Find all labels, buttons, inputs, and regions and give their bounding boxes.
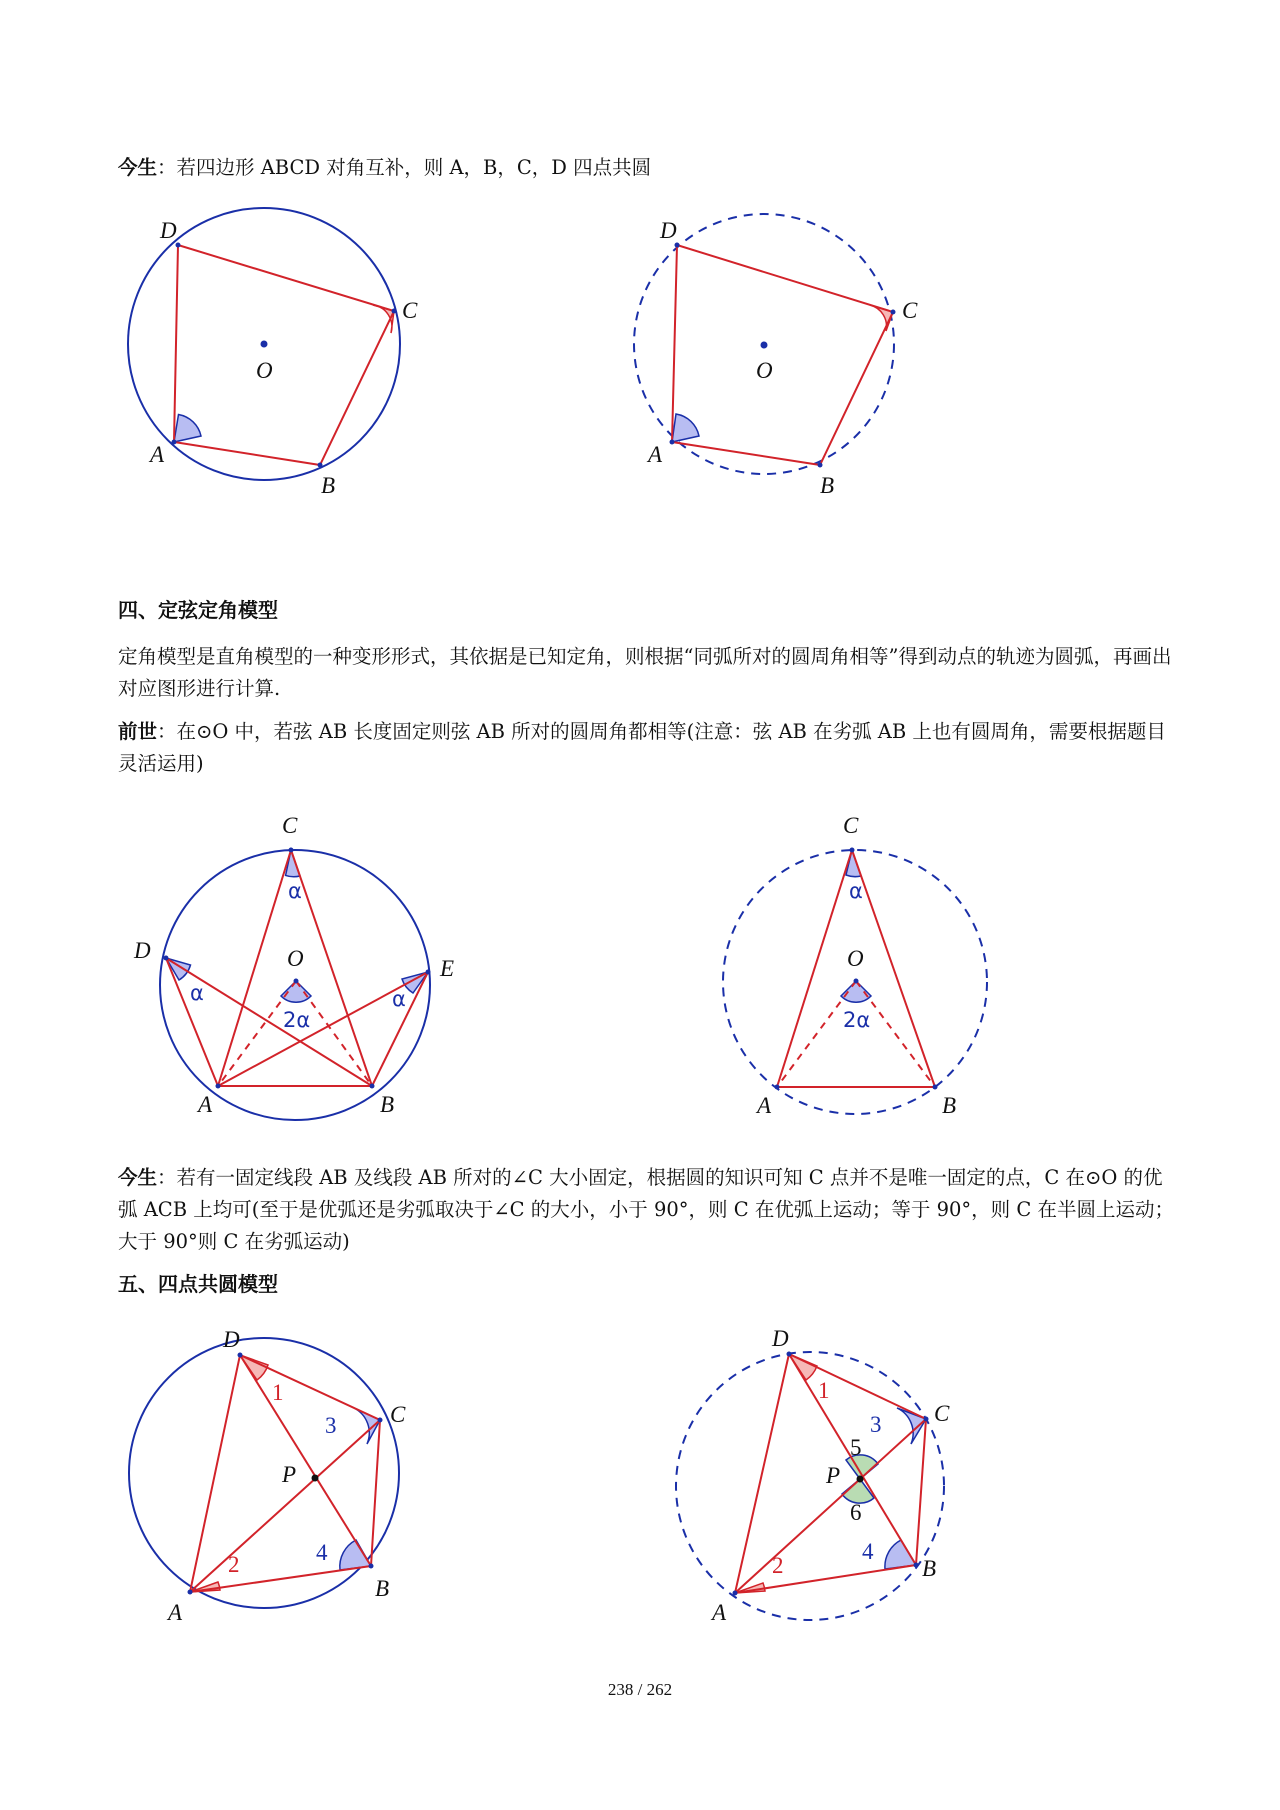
sec4-para1: 定角模型是直角模型的一种变形形式，其依据是已知定角，则根据“同弧所对的圆周角相等”得到动点的轨迹为圆弧，再画出对应图形进行计算. bbox=[118, 645, 1172, 700]
label-5: 5 bbox=[850, 1435, 862, 1460]
figure-four-point-dashed bbox=[630, 1320, 960, 1625]
quad-abcd bbox=[174, 245, 394, 465]
sec4-now-line bbox=[118, 1162, 1178, 1258]
label-alpha-d: α bbox=[190, 981, 204, 1005]
sec4-past-text: ：在⊙O 中，若弦 AB 长度固定则弦 AB 所对的圆周角都相等(注意：弦 AB 在劣弧 AB 上也有圆周角，需要根据题目灵活运用) bbox=[118, 720, 1166, 775]
sec4-now-prefix: 今生 bbox=[118, 1166, 158, 1189]
label-alpha-e: α bbox=[392, 987, 406, 1011]
angle-a-arc bbox=[174, 415, 201, 443]
label-b: B bbox=[375, 1576, 390, 1601]
center-point bbox=[261, 341, 268, 348]
label-d: D bbox=[772, 1326, 789, 1351]
figure-cyclic-quad-dashed bbox=[600, 205, 960, 505]
label-b: B bbox=[820, 473, 835, 498]
label-alpha-c: α bbox=[849, 879, 863, 903]
label-o: O bbox=[847, 946, 864, 971]
label-a: A bbox=[198, 1092, 213, 1117]
label-a: A bbox=[150, 442, 165, 467]
angle-o-arc bbox=[841, 981, 871, 1002]
angle-c-arc bbox=[897, 1408, 926, 1444]
sec4-now-text: ：若有一固定线段 AB 及线段 AB 所对的∠C 大小固定，根据圆的知识可知 C 点并不是唯一固定的点，C 在⊙O 的优弧 ACB 上均可(至于是优弧还是劣弧取决于∠C 的大小，小于 90°，则 C 在优弧上运动；等于 90°，则 C 在半圆上运动；大于 90°则 C 在劣弧运动) bbox=[118, 1166, 1174, 1253]
label-b: B bbox=[380, 1092, 395, 1117]
point-p bbox=[857, 1476, 864, 1483]
label-2alpha: 2α bbox=[843, 1008, 871, 1032]
figure-four-point-solid bbox=[120, 1320, 440, 1625]
label-4: 4 bbox=[862, 1539, 874, 1564]
label-a: A bbox=[648, 442, 663, 467]
angle-a-arc bbox=[672, 414, 699, 442]
label-c: C bbox=[402, 298, 418, 323]
label-6: 6 bbox=[850, 1500, 862, 1525]
label-c: C bbox=[390, 1402, 406, 1427]
label-3: 3 bbox=[325, 1413, 337, 1438]
label-b: B bbox=[942, 1093, 957, 1118]
label-d: D bbox=[134, 938, 151, 963]
sec4-heading: 四、定弦定角模型 bbox=[118, 598, 278, 622]
sec5-heading: 五、四点共圆模型 bbox=[118, 1272, 278, 1296]
sec4-past-prefix: 前世 bbox=[118, 720, 158, 743]
center-point bbox=[761, 342, 768, 349]
label-o: O bbox=[287, 946, 304, 971]
figure-chord-angle-dashed bbox=[700, 805, 1000, 1130]
label-e: E bbox=[440, 956, 455, 981]
label-d: D bbox=[160, 218, 177, 243]
label-a: A bbox=[712, 1600, 727, 1625]
label-c: C bbox=[934, 1401, 950, 1426]
label-2: 2 bbox=[228, 1552, 240, 1577]
label-b: B bbox=[321, 473, 336, 498]
label-p: P bbox=[282, 1462, 297, 1487]
label-c: C bbox=[843, 813, 859, 838]
label-1: 1 bbox=[818, 1378, 830, 1403]
sec1-text: ：若四边形 ABCD 对角互补，则 A，B，C，D 四点共圆 bbox=[157, 156, 652, 179]
angle-o-arc bbox=[281, 981, 311, 1002]
page-number: 238 / 262 bbox=[607, 1680, 673, 1699]
figure-chord-angle-solid bbox=[120, 805, 480, 1130]
label-3: 3 bbox=[870, 1412, 882, 1437]
label-c: C bbox=[902, 298, 918, 323]
point-p bbox=[312, 1475, 319, 1482]
label-2alpha: 2α bbox=[283, 1008, 311, 1032]
sec1-prefix: 今生 bbox=[118, 156, 158, 179]
label-c: C bbox=[282, 813, 298, 838]
angle-b-arc bbox=[340, 1540, 371, 1570]
label-2: 2 bbox=[772, 1553, 784, 1578]
label-4: 4 bbox=[316, 1540, 328, 1565]
figure-cyclic-quad-solid bbox=[100, 205, 460, 505]
label-a: A bbox=[168, 1600, 183, 1625]
label-a: A bbox=[757, 1093, 772, 1118]
sec1-line bbox=[118, 152, 1178, 184]
label-b: B bbox=[922, 1556, 937, 1581]
label-o: O bbox=[756, 358, 773, 383]
label-alpha-c: α bbox=[288, 879, 302, 903]
label-o: O bbox=[256, 358, 273, 383]
label-d: D bbox=[660, 218, 677, 243]
dashed-circle-o bbox=[676, 1352, 944, 1620]
angle-b-arc bbox=[885, 1540, 916, 1569]
label-1: 1 bbox=[272, 1380, 284, 1405]
label-p: P bbox=[826, 1463, 841, 1488]
sec4-past-line bbox=[118, 716, 1178, 780]
label-d: D bbox=[223, 1327, 240, 1352]
